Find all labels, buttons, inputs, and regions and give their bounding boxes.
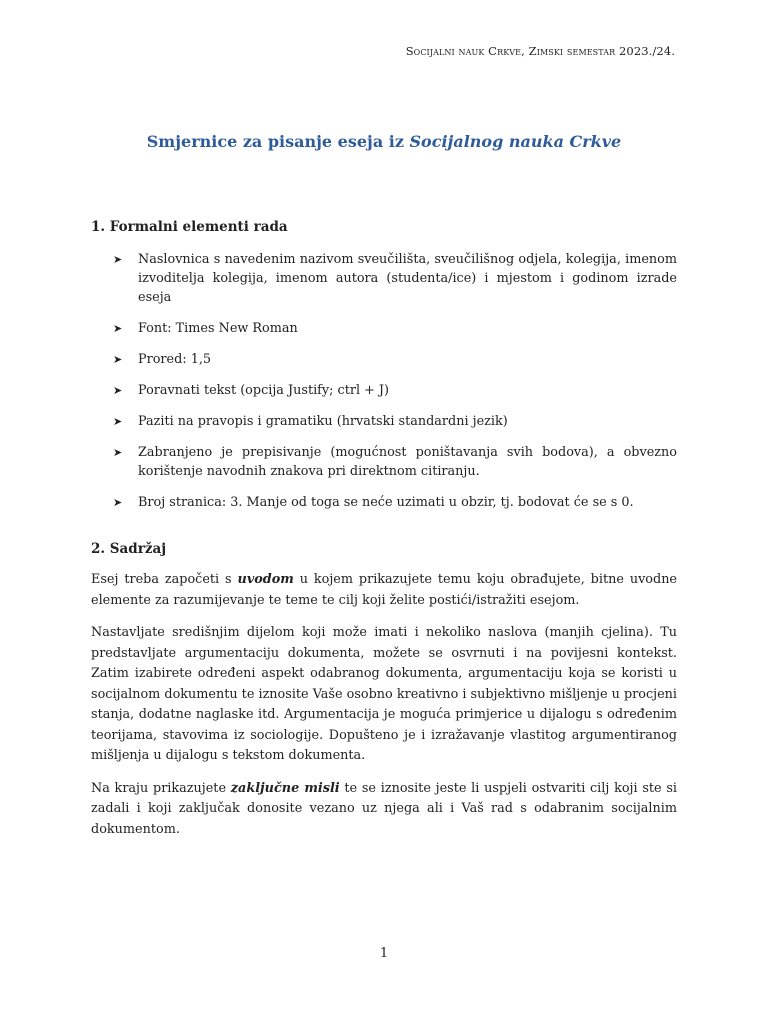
paragraph-main: Nastavljate središnjim dijelom koji može imati i nekoliko naslova (manjih cjelina). Tu predstavljate argumentaciju dokumenta, možete se osvrnuti i na povijesni kontekst. Zatim izabirete određeni aspekt odabranog dokumenta, argumentaciju koja se koristi u socijalnom dokumentu te iznosite Vaše osobno kreativno i subjektivno mišljenje u procjeni stanja, dodatne naglaske itd. Argumentacija je moguća primjerice u dijalogu s određenim teorijama, stavovima iz sociologije. Dopušteno je i izražavanje vlastitog argumentiranog mišljenja u dijalogu s tekstom dokumenta. [91,625,677,763]
running-header: Socijalni nauk Crkve, Zimski semestar 2023./24. [405,44,675,58]
formal-elements-list [91,250,677,524]
title-italic: Socijalnog nauka Crkve [409,132,622,151]
emphasis-intro: uvodom [237,572,294,587]
arrow-bullet-icon: ➤ [113,496,123,509]
document-title [0,132,768,151]
list-item: ➤ Naslovnica s navedenim nazivom sveučilišta, sveučilišnog odjela, kolegija, imenom izvoditelja kolegija, imenom autora (studenta/ice) i mjestom i godinom izrade eseja [113,252,677,305]
arrow-bullet-icon: ➤ [113,446,123,459]
list-item: ➤ Font: Times New Roman [113,321,298,336]
arrow-bullet-icon: ➤ [113,415,123,428]
list-item: ➤ Paziti na pravopis i gramatiku (hrvatski standardni jezik) [113,414,508,429]
arrow-bullet-icon: ➤ [113,322,123,335]
paragraph-intro: Esej treba započeti s uvodom u kojem prikazujete temu koju obrađujete, bitne uvodne elemente za razumijevanje te teme te cilj koji želite postići/istražiti esejom. [91,572,678,608]
arrow-bullet-icon: ➤ [113,353,123,366]
arrow-bullet-icon: ➤ [113,253,123,266]
list-item: ➤ Broj stranica: 3. Manje od toga se neće uzimati u obzir, tj. bodovat će se s 0. [113,495,634,510]
list-item: ➤ Poravnati tekst (opcija Justify; ctrl + J) [113,383,390,398]
arrow-bullet-icon: ➤ [113,384,123,397]
page-number: 1 [379,946,389,961]
list-item: ➤ Zabranjeno je prepisivanje (mogućnost poništavanja svih bodova), a obvezno korištenje navodnih znakova pri direktnom citiranju. [113,445,677,479]
section-heading-content: 2. Sadržaj [91,541,167,557]
section-heading-formal-elements: 1. Formalni elementi rada [91,219,288,235]
emphasis-conclusion: zaključne misli [230,780,340,796]
title-prefix: Smjernice za pisanje eseja iz [146,132,410,151]
list-item: ➤ Prored: 1,5 [113,352,212,367]
content-paragraphs [91,570,677,852]
paragraph-conclusion: Na kraju prikazujete zaključne misli te se iznosite jeste li uspjeli ostvariti cilj koji ste si zadali i koji zaključak donosite vezano uz njega ali i Vaš rad s odabranim socijalnim dokumentom. [91,780,677,837]
